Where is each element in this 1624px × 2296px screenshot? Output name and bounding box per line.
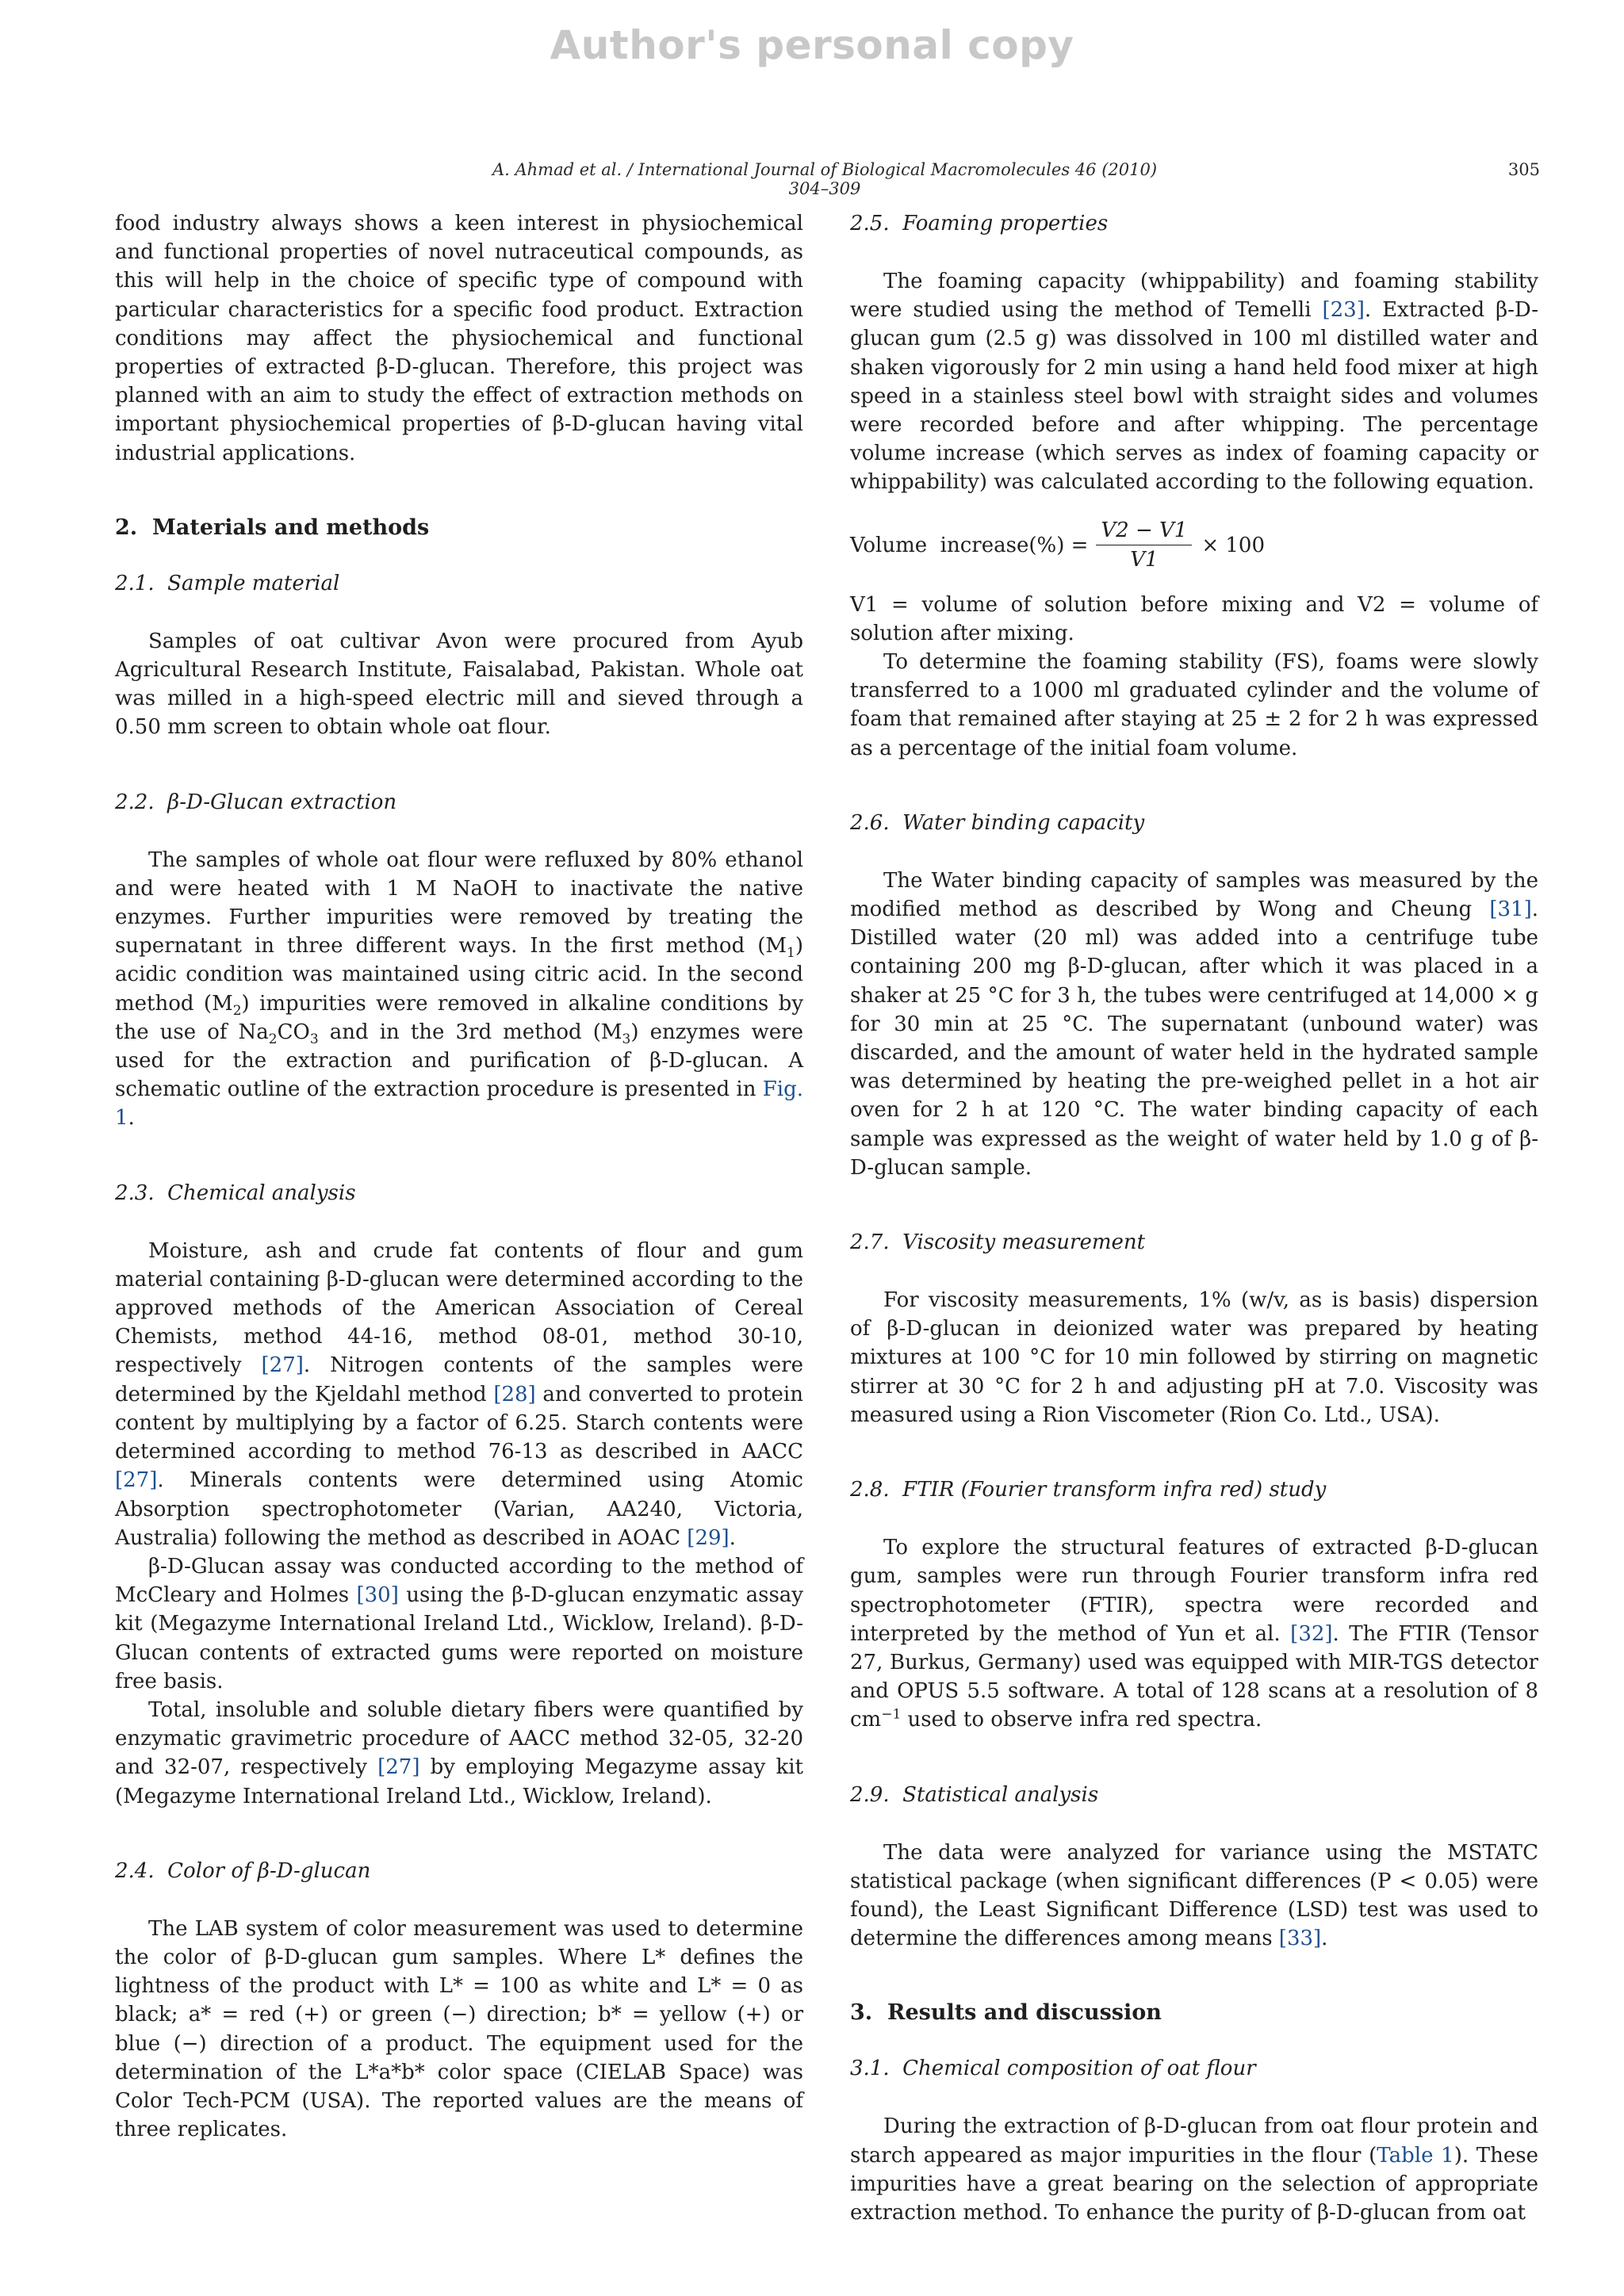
- citation-31[interactable]: [31]: [1489, 897, 1532, 922]
- section-heading-materials: 2. Materials and methods: [115, 515, 430, 540]
- citation-28[interactable]: [28]: [493, 1382, 536, 1406]
- sample-material-paragraph: Samples of oat cultivar Avon were procured from Ayub Agricultural Research Institute, Faisalabad, Pakistan. Whole oat was milled in a high-speed electric mill and sieved through a 0.50 mm screen to obtain whole oat flour.: [115, 629, 803, 740]
- color-paragraph: The LAB system of color measurement was used to determine the color of β-D-glucan gum samples. Where L* defines the lightness of the product with L* = 100 as white and L* = 0 as black; a* = red (+) or green (−) direction; b* = yellow (+) or blue (−) direction of a product. The equipment used for the determination of the L*a*b* color space (CIELAB Space) was Color Tech-PCM (USA). The reported values are the means of three replicates.: [115, 1916, 803, 2142]
- intro-paragraph: food industry always shows a keen interest in physiochemical and functional properties of novel nutraceutical compounds, as this will help in the choice of specific type of compound with particular characteristics for a specific food product. Extraction conditions may affect the physiochemical and functional properties of extracted β-D-glucan. Therefore, this project was planned with an aim to study the effect of extraction methods on important physiochemical properties of β-D-glucan having vital industrial applications.: [115, 212, 803, 465]
- subsection-heading-statistical: 2.9. Statistical analysis: [850, 1782, 1099, 1807]
- foaming-paragraph-1: The foaming capacity (whippability) and foaming stability were studied using the method of Temelli [23]. Extracted β-D-glucan gum (2.5 g) was dissolved in 100 ml distilled water and shaken vigorously for 2 min using a hand held food mixer at high speed in a stainless steel bowl with straight sides and volumes were recorded before and after whipping. The percentage volume increase (which serves as index of foaming capacity or whippability) was calculated according to the following equation.: [850, 270, 1539, 495]
- citation-27[interactable]: [27]: [261, 1353, 304, 1378]
- equation-multiplier: × 100: [1201, 533, 1266, 557]
- citation-27[interactable]: [27]: [377, 1755, 420, 1780]
- chemical-analysis-paragraph-1: Moisture, ash and crude fat contents of flour and gum material containing β-D-glucan were determined according to the approved methods of the American Association of Cereal Chemists, method 44-16, method 08-01, method 30-10, respectively [27]. Nitrogen contents of the samples were determined by the Kjeldahl method [28] and converted to protein content by multiplying by a factor of 6.25. Starch contents were determined according to method 76-13 as described in AACC [27]. Minerals contents were determined using Atomic Absorption spectrophotometer (Varian, AA240, Victoria, Australia) following the method as described in AOAC [29].: [115, 1238, 803, 1550]
- subsection-heading-water-binding: 2.6. Water binding capacity: [850, 810, 1145, 835]
- water-binding-paragraph: The Water binding capacity of samples was measured by the modified method as described by Wong and Cheung [31]. Distilled water (20 ml) was added into a centrifuge tube containing 200 mg β-D-glucan, after which it was placed in a shaker at 25 °C for 3 h, the tubes were centrifuged at 14,000 × g for 30 min at 25 °C. The supernatant (unbound water) was discarded, and the amount of water held in the hydrated sample was determined by heating the pre-weighed pellet in a hot air oven for 2 h at 120 °C. The water binding capacity of each sample was expressed as the weight of water held by 1.0 g of β-D-glucan sample.: [850, 868, 1538, 1180]
- chemical-analysis-paragraph-2: β-D-Glucan assay was conducted according to the method of McCleary and Holmes [30] using the β-D-glucan enzymatic assay kit (Megazyme International Ireland Ltd., Wicklow, Ireland). β-D-Glucan contents of extracted gums were reported on moisture free basis.: [115, 1554, 803, 1693]
- composition-paragraph: During the extraction of β-D-glucan from oat flour protein and starch appeared as major impurities in the flour (Table 1). These impurities have a great bearing on the selection of appropriate extraction method. To enhance the purity of β-D-glucan from oat: [850, 2114, 1538, 2225]
- citation-23[interactable]: [23]: [1322, 298, 1365, 323]
- subsection-heading-viscosity: 2.7. Viscosity measurement: [850, 1230, 1146, 1255]
- running-head: A. Ahmad et al. / International Journal of Biological Macromolecules 46 (2010) 304–309: [492, 160, 1158, 198]
- equation-lhs: Volume increase(%) =: [850, 533, 1089, 557]
- subsection-heading-color: 2.4. Color of β-D-glucan: [115, 1858, 371, 1883]
- left-column: [115, 209, 803, 2144]
- subsection-heading-extraction: 2.2. β-D-Glucan extraction: [115, 790, 397, 814]
- watermark: Author's personal copy: [550, 22, 1074, 68]
- citation-30[interactable]: [30]: [356, 1583, 399, 1608]
- volume-increase-equation: [850, 508, 1538, 583]
- citation-32[interactable]: [32]: [1290, 1621, 1333, 1646]
- citation-29[interactable]: [29]: [687, 1525, 730, 1550]
- fig1-link[interactable]: Fig. 1: [115, 1077, 804, 1131]
- subsection-heading-chemical-analysis: 2.3. Chemical analysis: [115, 1181, 356, 1205]
- equation-denominator: V1: [1130, 548, 1159, 572]
- citation-27[interactable]: [27]: [115, 1468, 158, 1493]
- equation-fraction: [1096, 519, 1192, 572]
- viscosity-paragraph: For viscosity measurements, 1% (w/v, as is basis) dispersion of β-D-glucan in deionized water was prepared by heating mixtures at 100 °C for 10 min followed by stirring on magnetic stirrer at 30 °C for 2 h and adjusting pH at 7.0. Viscosity was measured using a Rion Viscometer (Rion Co. Ltd., USA).: [850, 1288, 1538, 1427]
- statistical-paragraph: The data were analyzed for variance using the MSTATC statistical package (when significant differences (P < 0.05) were found), the Least Significant Difference (LSD) test was used to determine the differences among means [33].: [850, 1840, 1538, 1951]
- foaming-paragraph-3: To determine the foaming stability (FS), foams were slowly transferred to a 1000 ml graduated cylinder and the volume of foam that remained after staying at 25 ± 2 for 2 h was expressed as a percentage of the initial foam volume.: [850, 650, 1538, 760]
- subsection-heading-sample-material: 2.1. Sample material: [115, 571, 340, 595]
- page-number: 305: [1507, 160, 1540, 179]
- equation-numerator: V2 − V1: [1096, 519, 1192, 545]
- table1-link[interactable]: Table 1: [1377, 2143, 1454, 2168]
- citation-33[interactable]: [33]: [1278, 1927, 1322, 1951]
- section-heading-results: 3. Results and discussion: [850, 2000, 1162, 2026]
- subsection-heading-composition: 3.1. Chemical composition of oat flour: [850, 2057, 1256, 2081]
- ftir-paragraph: To explore the structural features of extracted β-D-glucan gum, samples were run through Fourier transform infra red spectrophotometer (FTIR), spectra were recorded and interpreted by the method of Yun et al. [32]. The FTIR (Tensor 27, Burkus, Germany) used was equipped with MIR-TGS detector and OPUS 5.5 software. A total of 128 scans at a resolution of 8 $cm^{-1}$ used to observe infra red spectra.: [850, 1536, 1538, 1732]
- subsection-heading-ftir: 2.8. FTIR (Fourier transform infra red) study: [850, 1478, 1327, 1502]
- foaming-paragraph-2: V1 = volume of solution before mixing and V2 = volume of solution after mixing.: [850, 592, 1538, 645]
- extraction-paragraph: The samples of whole oat flour were refluxed by 80% ethanol and were heated with 1 M NaOH to inactivate the native enzymes. Further impurities were removed by treating the supernatant in three different ways. In the first method $(M_1)$ acidic condition was maintained using citric acid. In the second method $(M_2)$ impurities were removed in alkaline conditions by the use of $Na_2CO_3$ and in the 3rd method $(M_3)$ enzymes were used for the extraction and purification of β-D-glucan. A schematic outline of the extraction procedure is presented in Fig. 1.: [115, 848, 804, 1131]
- subsection-heading-foaming: 2.5. Foaming properties: [850, 212, 1109, 235]
- chemical-analysis-paragraph-3: Total, insoluble and soluble dietary fibers were quantified by enzymatic gravimetric procedure of AACC method 32-05, 32-20 and 32-07, respectively [27] by employing Megazyme assay kit (Megazyme International Ireland Ltd., Wicklow, Ireland).: [115, 1697, 804, 1808]
- right-column: [850, 209, 1538, 2227]
